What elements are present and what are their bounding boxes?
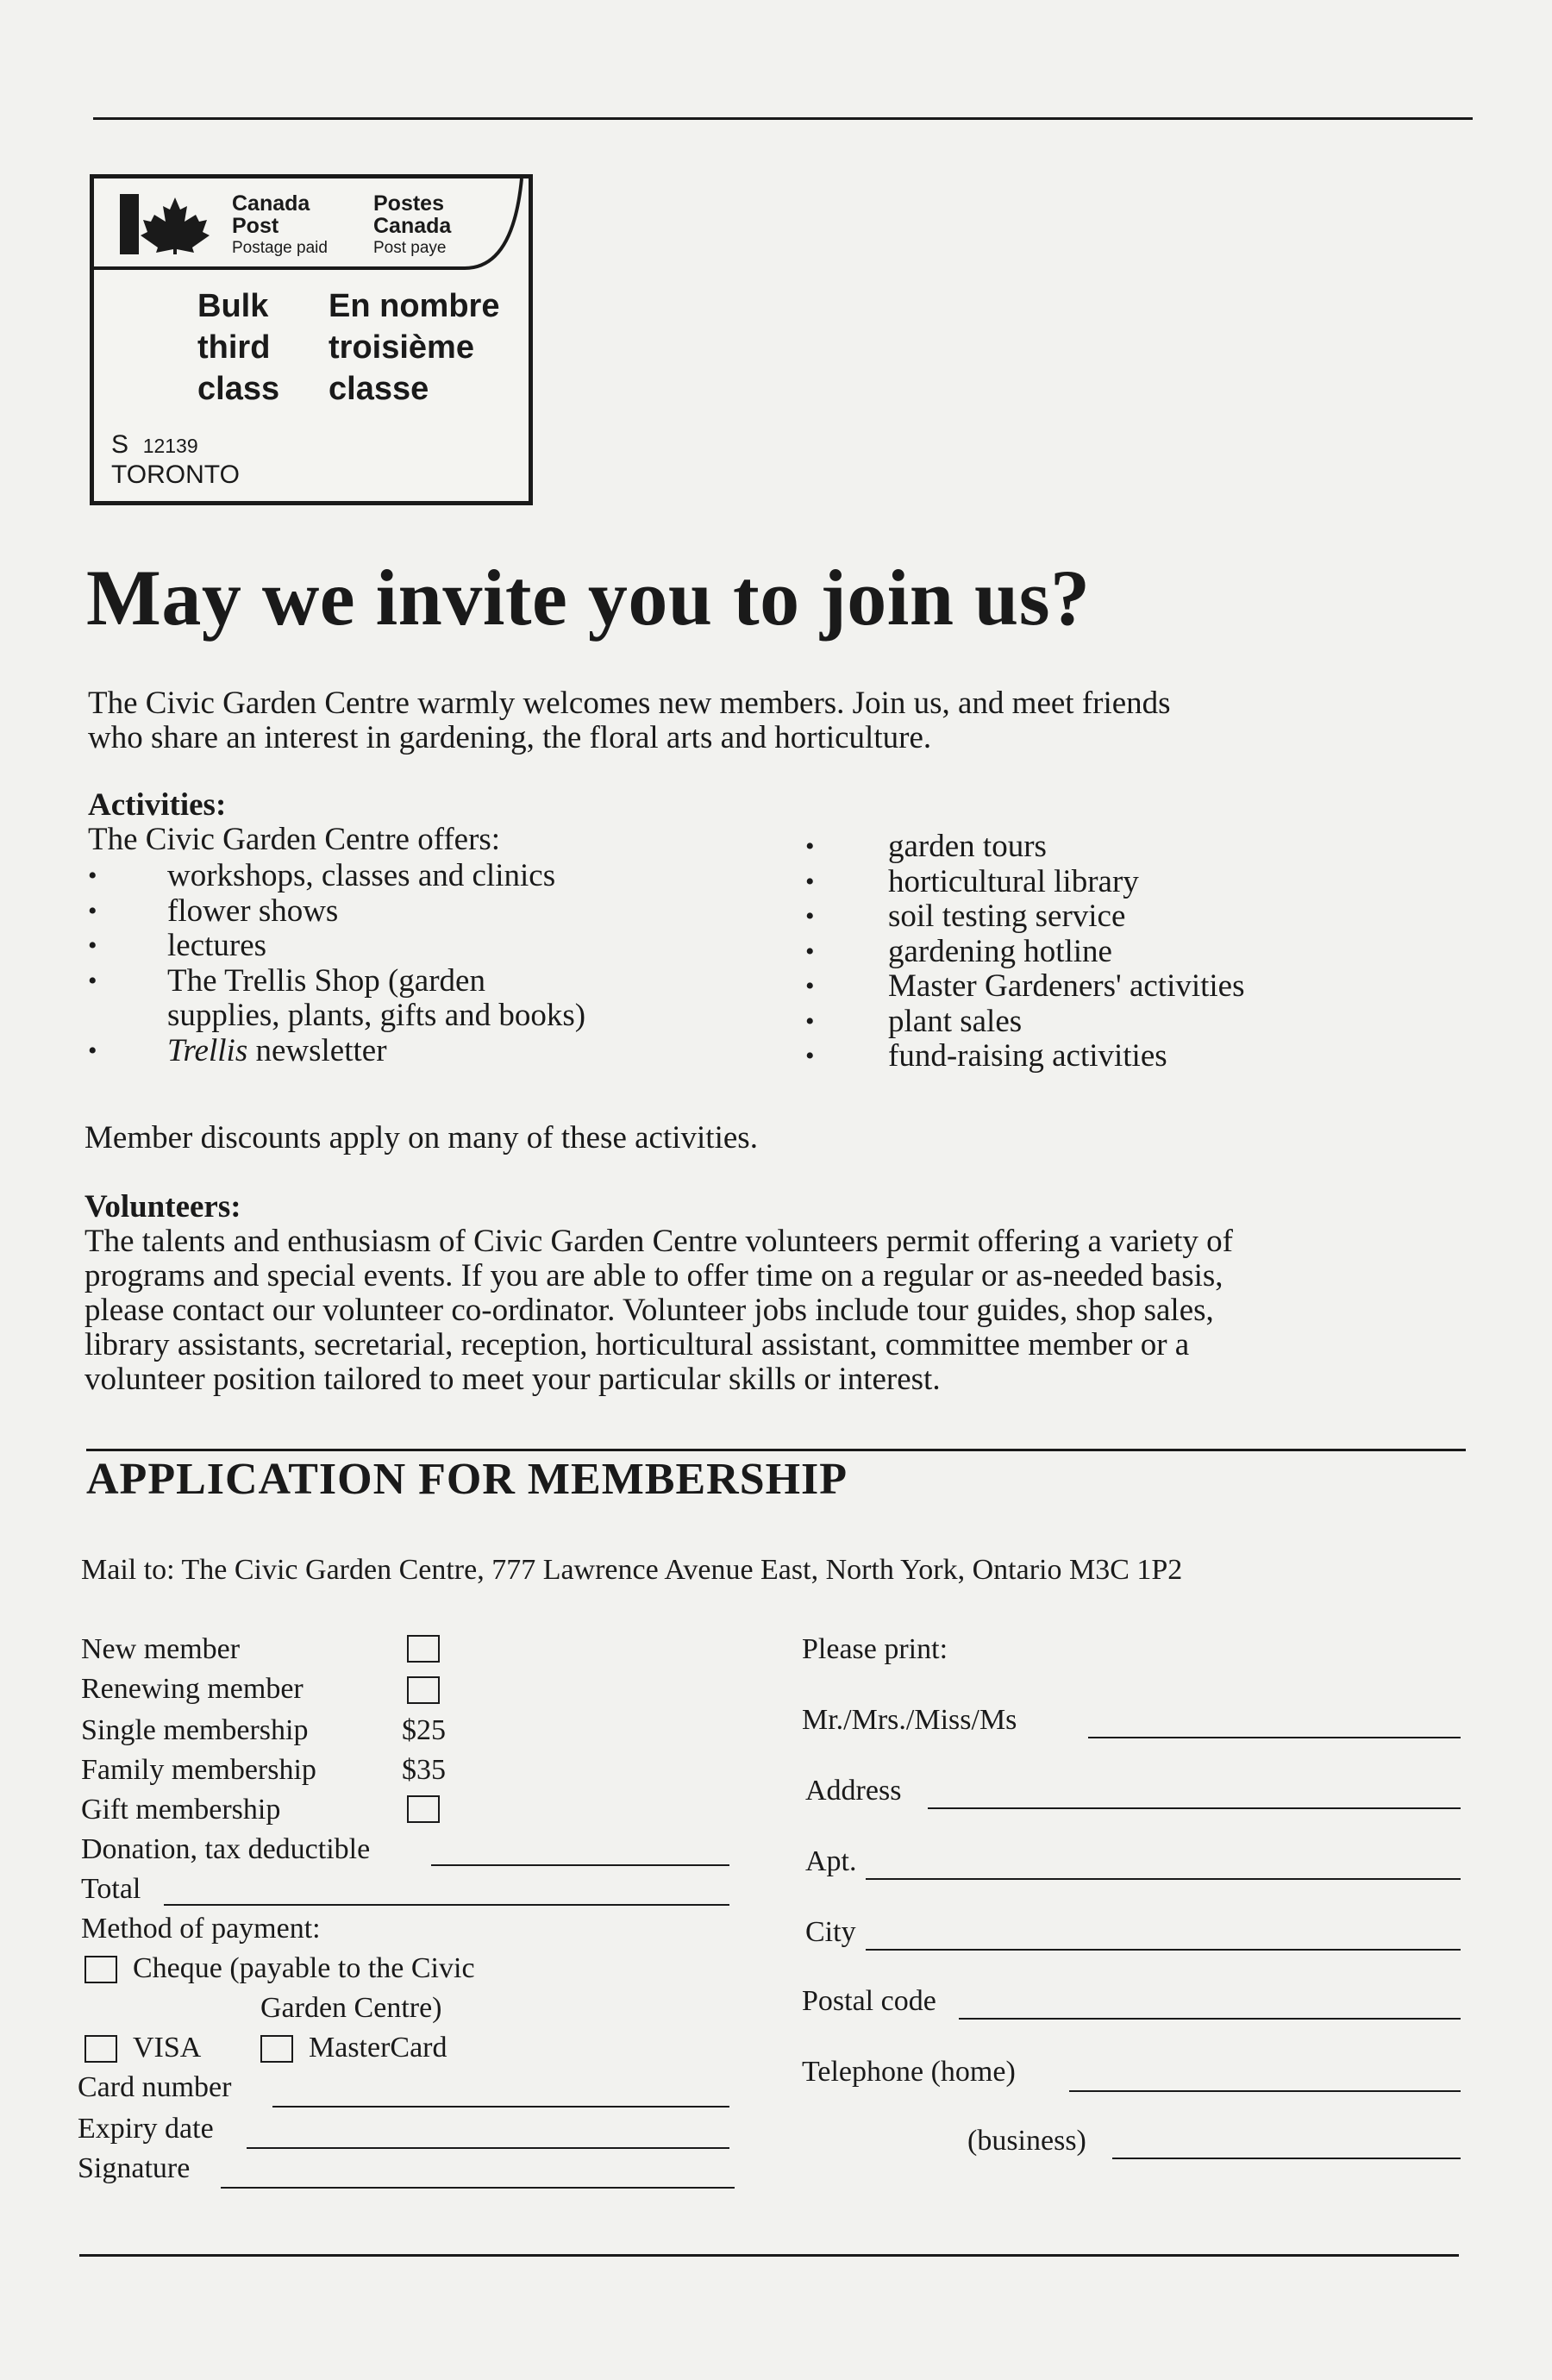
donation-label: Donation, tax deductible: [81, 1833, 371, 1865]
mastercard-checkbox[interactable]: [260, 2035, 293, 2063]
list-item: • fund-raising activities: [802, 1039, 1245, 1074]
renewing-member-checkbox[interactable]: [407, 1676, 440, 1704]
salutation-field[interactable]: [1088, 1737, 1461, 1738]
intro-line-2: who share an interest in gardening, the floral arts and horticulture.: [88, 720, 932, 755]
indicia-permit: [111, 430, 240, 490]
expiry-date-field[interactable]: [247, 2147, 729, 2149]
class-en-1: Bulk: [197, 288, 269, 324]
new-member-checkbox[interactable]: [407, 1635, 440, 1663]
list-item: • flower shows: [84, 894, 585, 930]
indicia-en-line3: Postage paid: [232, 239, 328, 257]
list-item: • soil testing service: [802, 899, 1245, 935]
family-membership-label: Family membership: [81, 1754, 316, 1786]
newsletter-title: Trellis: [167, 1032, 248, 1068]
gift-membership-label: Gift membership: [81, 1794, 281, 1826]
cheque-label: Cheque (payable to the Civic: [133, 1952, 475, 1984]
donation-field[interactable]: [431, 1864, 729, 1866]
activities-list-left: [84, 859, 585, 1068]
family-membership-price: $35: [402, 1754, 446, 1786]
payment-method-label: Method of payment:: [81, 1913, 321, 1945]
cheque-checkbox[interactable]: [84, 1956, 117, 1983]
indicia-fr-line1: Postes: [373, 191, 444, 216]
mail-to: Mail to: The Civic Garden Centre, 777 Lawrence Avenue East, North York, Ontario M3C 1P2: [81, 1554, 1183, 1586]
discount-note: Member discounts apply on many of these activities.: [84, 1120, 758, 1156]
activities-lead: The Civic Garden Centre offers:: [88, 822, 501, 857]
city-field[interactable]: [866, 1949, 1461, 1951]
class-fr-1: En nombre: [329, 288, 500, 324]
total-field[interactable]: [164, 1904, 729, 1906]
indicia-english: [232, 192, 328, 260]
telephone-business-field[interactable]: [1112, 2158, 1461, 2159]
activities-heading: Activities:: [88, 787, 227, 823]
list-item: • horticultural library: [802, 865, 1245, 900]
indicia-class-english: [197, 285, 279, 410]
signature-field[interactable]: [221, 2187, 735, 2189]
permit-city: TORONTO: [111, 460, 240, 489]
telephone-home-field[interactable]: [1069, 2090, 1461, 2092]
expiry-date-label: Expiry date: [78, 2113, 214, 2145]
list-item: • lectures: [84, 929, 585, 964]
indicia-fr-line2: Canada: [373, 214, 452, 238]
application-rule: [86, 1449, 1466, 1451]
maple-leaf-icon: [120, 194, 211, 254]
telephone-home-label: Telephone (home): [802, 2056, 1016, 2088]
list-item: [84, 964, 585, 1034]
intro-line-1: The Civic Garden Centre warmly welcomes new members. Join us, and meet friends: [88, 686, 1171, 721]
single-membership-price: $25: [402, 1714, 446, 1746]
visa-checkbox[interactable]: [84, 2035, 117, 2063]
volunteers-line-3: please contact our volunteer co-ordinator. Volunteer jobs include tour guides, shop sales,: [84, 1293, 1214, 1328]
please-print-label: Please print:: [802, 1633, 948, 1665]
volunteers-line-4: library assistants, secretarial, reception, horticultural assistant, committee member or a: [84, 1327, 1190, 1362]
class-en-3: class: [197, 371, 280, 407]
visa-label: VISA: [133, 2032, 202, 2064]
apt-label: Apt.: [805, 1845, 857, 1877]
indicia-en-line1: Canada: [232, 191, 310, 216]
total-label: Total: [81, 1873, 141, 1905]
signature-label: Signature: [78, 2152, 191, 2184]
apt-field[interactable]: [866, 1878, 1461, 1880]
telephone-business-label: (business): [967, 2125, 1086, 2157]
indicia-class-french: [329, 285, 499, 410]
list-item: • Master Gardeners' activities: [802, 969, 1245, 1005]
indicia-fr-line3: Post paye: [373, 239, 447, 257]
gift-membership-checkbox[interactable]: [407, 1795, 440, 1823]
activities-list-right: [802, 830, 1245, 1074]
bottom-rule: [79, 2254, 1459, 2257]
trellis-shop-cont: supplies, plants, gifts and books): [167, 998, 586, 1033]
indicia-french: [373, 192, 451, 260]
card-number-label: Card number: [78, 2071, 232, 2103]
city-label: City: [805, 1916, 856, 1948]
list-item: • plant sales: [802, 1005, 1245, 1040]
mastercard-label: MasterCard: [309, 2032, 447, 2064]
postal-code-label: Postal code: [802, 1985, 936, 2017]
single-membership-label: Single membership: [81, 1714, 309, 1746]
renewing-member-label: Renewing member: [81, 1673, 304, 1705]
list-item: • workshops, classes and clinics: [84, 859, 585, 894]
page-title: May we invite you to join us?: [86, 554, 1091, 642]
volunteers-heading: Volunteers:: [84, 1189, 241, 1224]
address-field[interactable]: [928, 1807, 1461, 1809]
volunteers-line-5: volunteer position tailored to meet your particular skills or interest.: [84, 1362, 941, 1397]
postal-code-field[interactable]: [959, 2018, 1461, 2020]
list-item: • gardening hotline: [802, 935, 1245, 970]
card-number-field[interactable]: [272, 2106, 729, 2108]
list-item: [84, 1034, 585, 1069]
cheque-label-cont: Garden Centre): [260, 1992, 442, 2024]
permit-number: 12139: [142, 435, 198, 457]
salutation-label: Mr./Mrs./Miss/Ms: [802, 1704, 1017, 1736]
volunteers-line-2: programs and special events. If you are able to offer time on a regular or as-needed basis,: [84, 1258, 1223, 1293]
postage-indicia: [90, 174, 533, 505]
application-heading: APPLICATION FOR MEMBERSHIP: [86, 1455, 848, 1504]
volunteers-line-1: The talents and enthusiasm of Civic Garden Centre volunteers permit offering a variety of: [84, 1224, 1233, 1259]
class-en-2: third: [197, 329, 271, 366]
class-fr-2: troisième: [329, 329, 474, 366]
permit-prefix: S: [111, 430, 129, 459]
class-fr-3: classe: [329, 371, 429, 407]
address-label: Address: [805, 1775, 902, 1807]
new-member-label: New member: [81, 1633, 241, 1665]
indicia-en-line2: Post: [232, 214, 279, 238]
trellis-shop-label: The Trellis Shop (garden: [167, 962, 485, 999]
newsletter-suffix: newsletter: [247, 1032, 387, 1068]
list-item: • garden tours: [802, 830, 1245, 865]
top-rule: [93, 117, 1473, 120]
